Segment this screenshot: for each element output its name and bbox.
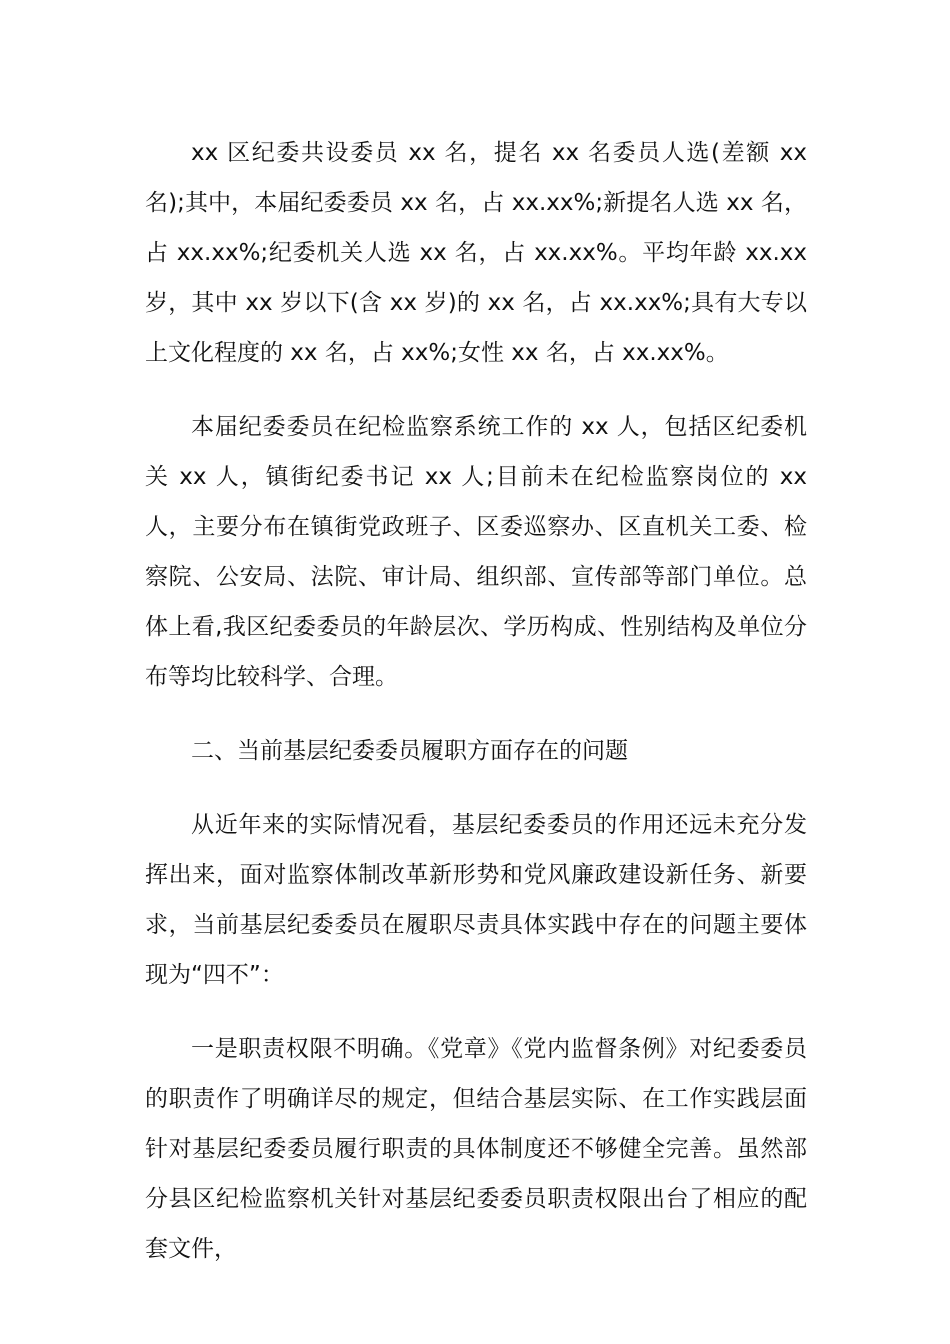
paragraph-member-distribution: 本届纪委委员在纪检监察系统工作的 xx 人，包括区纪委机关 xx 人，镇街纪委书记 xx 人;目前未在纪检监察岗位的 xx 人，主要分布在镇街党政班子、区委巡察办、区直机关工委、检察院、公安局、法院、审计局、组织部、宣传部等部门单位。总体上看,我区纪委委员的年龄层次、学历构成、性别结构及单位分布等均比较科学、合理。 [145,414,807,690]
document-page [145,128,807,1274]
paragraph-gap [145,776,807,800]
paragraph-committee-composition: xx 区纪委共设委员 xx 名，提名 xx 名委员人选(差额 xx 名);其中，本届纪委委员 xx 名，占 xx.xx%;新提名人选 xx 名，占 xx.xx%;纪委机关人选 xx 名，占 xx.xx%。平均年龄 xx.xx 岁，其中 xx 岁以下(含 xx 岁)的 xx 名，占 xx.xx%;具有大专以上文化程度的 xx 名，占 xx%;女性 xx 名，占 xx.xx%。 [145,140,807,366]
paragraph-gap [145,1000,807,1024]
paragraph-gap [145,378,807,402]
section-heading: 二、当前基层纪委委员履职方面存在的问题 [191,738,628,764]
paragraph-problem-overview: 从近年来的实际情况看，基层纪委委员的作用还远未充分发挥出来，面对监察体制改革新形势和党风廉政建设新任务、新要求，当前基层纪委委员在履职尽责具体实践中存在的问题主要体现为“四不”： [145,812,807,988]
paragraph-gap [145,702,807,726]
paragraph-responsibility-unclear: 一是职责权限不明确。《党章》《党内监督条例》对纪委委员的职责作了明确详尽的规定，但结合基层实际、在工作实践层面针对基层纪委委员履行职责的具体制度还不够健全完善。虽然部分县区纪检监察机关针对基层纪委委员职责权限出台了相应的配套文件， [145,1036,807,1262]
